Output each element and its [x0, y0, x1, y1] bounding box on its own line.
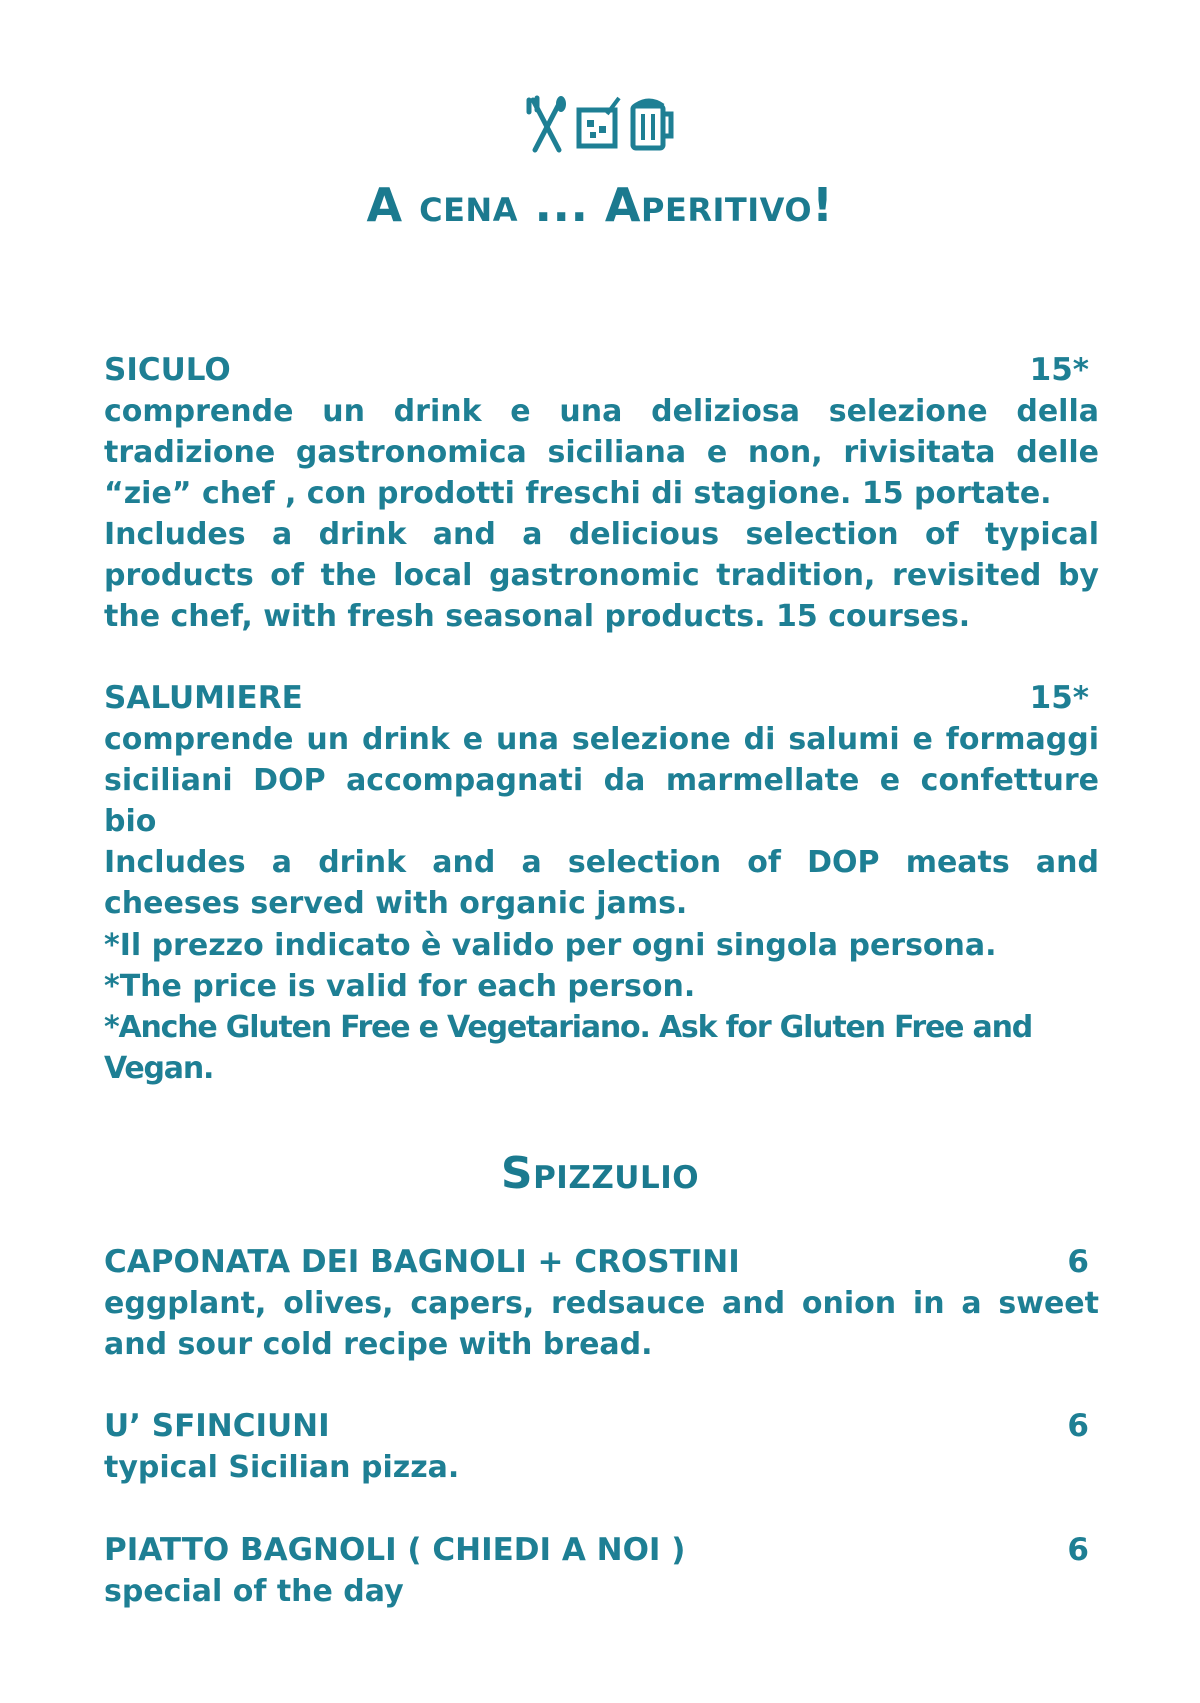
menu-item-piatto-bagnoli: [104, 1530, 1099, 1612]
cocktail-glass-icon: [575, 94, 623, 154]
section-title: Spizzulio: [500, 1148, 700, 1199]
page-title: A cena ... Aperitivo!: [366, 178, 834, 232]
item-price: 15*: [1029, 680, 1089, 716]
item-name: CAPONATA DEI BAGNOLI + CROSTINI: [104, 1244, 740, 1280]
item-price: 6: [1067, 1244, 1089, 1280]
item-description: typical Sicilian pizza.: [104, 1450, 460, 1485]
fork-knife-icon: [525, 94, 569, 154]
item-price: 15*: [1029, 352, 1089, 388]
item-description-en: Includes a drink and a delicious selection of typical products of the local gastronomic tradition, revisited by the chef, with fresh seasonal products. 15 courses.: [104, 517, 1099, 634]
item-description-it: comprende un drink e una deliziosa selezione della tradizione gastronomica siciliana e non, rivisitata delle “zie” chef , con prodotti freschi di stagione. 15 portate.: [104, 394, 1099, 511]
item-price: 6: [1067, 1532, 1089, 1568]
dietary-note: *Anche Gluten Free e Vegetariano. Ask for Gluten Free and Vegan.: [104, 1010, 1033, 1086]
item-description-en: Includes a drink and a selection of DOP meats and cheeses served with organic jams.: [104, 845, 1099, 921]
header-icons: [0, 94, 1200, 154]
menu-item-sfinciuni: [104, 1406, 1099, 1488]
price-note-en: *The price is valid for each person.: [104, 969, 696, 1004]
price-note-it: *Il prezzo indicato è valido per ogni singola persona.: [104, 928, 997, 963]
item-description: eggplant, olives, capers, redsauce and onion in a sweet and sour cold recipe with bread.: [104, 1286, 1099, 1362]
menu-item-salumiere: [104, 678, 1099, 924]
menu-item-siculo: [104, 350, 1099, 637]
beer-mug-icon: [629, 94, 675, 154]
item-name: U’ SFINCIUNI: [104, 1408, 330, 1444]
item-description-it: comprende un drink e una selezione di salumi e formaggi siciliani DOP accompagnati da marmellate e confetture bio: [104, 722, 1099, 839]
item-name: PIATTO BAGNOLI ( CHIEDI A NOI ): [104, 1532, 686, 1568]
item-name: SICULO: [104, 352, 231, 388]
item-name: SALUMIERE: [104, 680, 303, 716]
menu-item-caponata: [104, 1242, 1099, 1365]
item-description: special of the day: [104, 1574, 404, 1609]
item-price: 6: [1067, 1408, 1089, 1444]
